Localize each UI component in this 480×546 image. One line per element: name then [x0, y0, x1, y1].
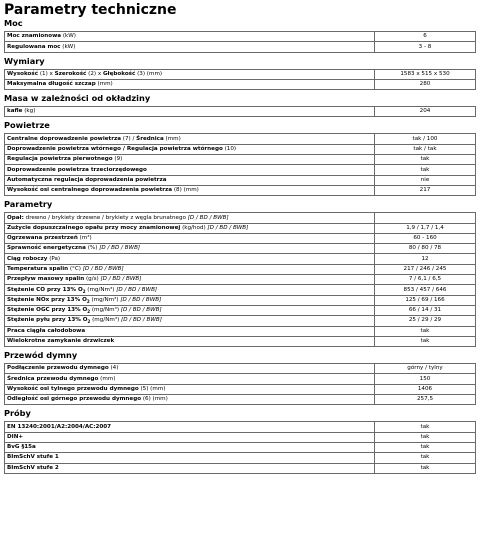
- spec-label: EN 13240:2001/A2:2004/AC:2007: [5, 422, 375, 432]
- table-row: [5, 422, 476, 432]
- page-title: Parametry techniczne: [4, 2, 177, 18]
- table-row: [5, 155, 476, 165]
- spec-value: tak: [375, 336, 476, 346]
- section-title-przewod: Przewód dymny: [4, 350, 78, 361]
- table-row: [5, 326, 476, 336]
- spec-value: 60 - 160: [375, 233, 476, 243]
- spec-label: DIN+: [5, 432, 375, 442]
- table-row: [5, 395, 476, 405]
- spec-label: Ogrzewana przestrzeń (m³): [5, 233, 375, 243]
- spec-label: Przepływ masowy spalin (g/s) [D / BD / BWB]: [5, 275, 375, 285]
- table-row: [5, 223, 476, 233]
- spec-label: Wysokość osi centralnego doprowadzenia powietrza (8) (mm): [5, 185, 375, 195]
- spec-label: Stężenie pyłu przy 13% $O_2$ (mg/Nm³) [D / BD / BWB]: [5, 316, 375, 326]
- spec-sections: [4, 18, 476, 474]
- spec-value: tak: [375, 165, 476, 175]
- spec-value: 25 / 29 / 29: [375, 316, 476, 326]
- table-row: [5, 305, 476, 315]
- spec-label: Wysokość (1) x Szerokość (2) x Głębokość (3) (mm): [5, 69, 375, 79]
- spec-label: Opał: drewno / brykiety drzewne / brykiety z węgla brunatnego [D / BD / BWB]: [5, 213, 375, 223]
- table-row: [5, 107, 476, 117]
- section-title-powietrze: Powietrze: [4, 120, 50, 131]
- spec-table-proby: [4, 421, 476, 473]
- table-row: [5, 384, 476, 394]
- spec-label: Ciąg roboczy (Pa): [5, 254, 375, 264]
- table-row: [5, 442, 476, 452]
- spec-value: 280: [375, 79, 476, 89]
- section-title-proby: Próby: [4, 408, 31, 419]
- spec-value: 12: [375, 254, 476, 264]
- spec-label: Podłączenie przewodu dymnego (4): [5, 364, 375, 374]
- table-row: [5, 463, 476, 473]
- spec-value: 125 / 69 / 166: [375, 295, 476, 305]
- table-row: [5, 233, 476, 243]
- spec-label: BImSchV stufe 1: [5, 453, 375, 463]
- spec-label: Automatyczna regulacja doprowadzenia powietrza: [5, 175, 375, 185]
- spec-value: 204: [375, 107, 476, 117]
- table-row: [5, 264, 476, 274]
- section-title-moc: Moc: [4, 18, 23, 28]
- spec-table-przewod: [4, 363, 476, 405]
- spec-label: Regulowana moc (kW): [5, 42, 375, 52]
- table-row: [5, 254, 476, 264]
- spec-label: Zużycie dopuszczalnego opału przy mocy znamionowej (kg/hod) [D / BD / BWB]: [5, 223, 375, 233]
- table-row: [5, 32, 476, 42]
- table-row: [5, 364, 476, 374]
- section-title-masa: Masa w zależności od okładziny: [4, 93, 151, 104]
- table-row: [5, 144, 476, 154]
- table-row: [5, 79, 476, 89]
- spec-label: Moc znamionowa (kW): [5, 32, 375, 42]
- table-row: [5, 244, 476, 254]
- table-row: [5, 336, 476, 346]
- spec-label: kafle (kg): [5, 107, 375, 117]
- table-row: [5, 213, 476, 223]
- spec-value: tak: [375, 155, 476, 165]
- table-row: [5, 185, 476, 195]
- spec-value: 217 / 246 / 245: [375, 264, 476, 274]
- spec-value: tak: [375, 442, 476, 452]
- table-row: [5, 453, 476, 463]
- table-row: [5, 165, 476, 175]
- table-row: [5, 175, 476, 185]
- spec-value: tak: [375, 432, 476, 442]
- spec-value: 150: [375, 374, 476, 384]
- spec-value: 217: [375, 185, 476, 195]
- table-row: [5, 42, 476, 52]
- spec-value: nie: [375, 175, 476, 185]
- table-row: [5, 374, 476, 384]
- table-row: [5, 295, 476, 305]
- spec-value: 1,9 / 1,7 / 1,4: [375, 223, 476, 233]
- spec-label: Odległość osi górnego przewodu dymnego (6) (mm): [5, 395, 375, 405]
- spec-value: tak: [375, 326, 476, 336]
- spec-table-masa: [4, 106, 476, 117]
- spec-label: Maksymalna długość szczap (mm): [5, 79, 375, 89]
- table-row: [5, 285, 476, 295]
- table-row: [5, 432, 476, 442]
- table-row: [5, 316, 476, 326]
- table-row: [5, 134, 476, 144]
- spec-label: Temperatura spalin (°C) [D / BD / BWB]: [5, 264, 375, 274]
- spec-value: 853 / 457 / 646: [375, 285, 476, 295]
- spec-label: BImSchV stufe 2: [5, 463, 375, 473]
- spec-label: Stężenie OGC przy 13% $O_2$ (mg/Nm³) [D / BD / BWB]: [5, 305, 375, 315]
- spec-value: 7 / 6,1 / 6,5: [375, 275, 476, 285]
- spec-value: tak: [375, 422, 476, 432]
- spec-table-moc: [4, 31, 476, 53]
- table-row: [5, 69, 476, 79]
- spec-value: 1406: [375, 384, 476, 394]
- spec-label: Wysokość osi tylnego przewodu dymnego (5) (mm): [5, 384, 375, 394]
- spec-value: [375, 213, 476, 223]
- spec-label: Średnica przewodu dymnego (mm): [5, 374, 375, 384]
- spec-value: tak: [375, 463, 476, 473]
- spec-label: Stężenie CO przy 13% $O_2$ (mg/Nm³) [D / BD / BWB]: [5, 285, 375, 295]
- table-row: [5, 275, 476, 285]
- spec-value: 66 / 14 / 31: [375, 305, 476, 315]
- spec-value: tak: [375, 453, 476, 463]
- spec-value: górny / tylny: [375, 364, 476, 374]
- spec-table-wymiary: [4, 69, 476, 91]
- spec-label: Doprowadzenie powietrza wtórnego / Regulacja powietrza wtórnego (10): [5, 144, 375, 154]
- spec-value: 80 / 80 / 78: [375, 244, 476, 254]
- spec-value: tak / tak: [375, 144, 476, 154]
- spec-label: Centralne doprowadzenie powietrza (7) / Średnica (mm): [5, 134, 375, 144]
- spec-label: Praca ciągła całodobowa: [5, 326, 375, 336]
- section-title-wymiary: Wymiary: [4, 55, 45, 66]
- spec-table-parametry: [4, 212, 476, 347]
- spec-table-powietrze: [4, 133, 476, 196]
- spec-label: Doprowadzenie powietrza trzeciorzędowego: [5, 165, 375, 175]
- spec-label: Sprawność energetyczna (%) [D / BD / BWB]: [5, 244, 375, 254]
- spec-label: BvG §15a: [5, 442, 375, 452]
- section-title-parametry: Parametry: [4, 199, 53, 210]
- spec-value: 3 - 8: [375, 42, 476, 52]
- spec-label: Regulacja powietrza pierwotnego (9): [5, 155, 375, 165]
- spec-value: 1583 x 515 x 530: [375, 69, 476, 79]
- spec-label: Wielokrotne zamykanie drzwiczek: [5, 336, 375, 346]
- spec-value: 6: [375, 32, 476, 42]
- spec-value: tak / 100: [375, 134, 476, 144]
- spec-label: Stężenie NOx przy 13% $O_2$ (mg/Nm³) [D / BD / BWB]: [5, 295, 375, 305]
- spec-value: 257,5: [375, 395, 476, 405]
